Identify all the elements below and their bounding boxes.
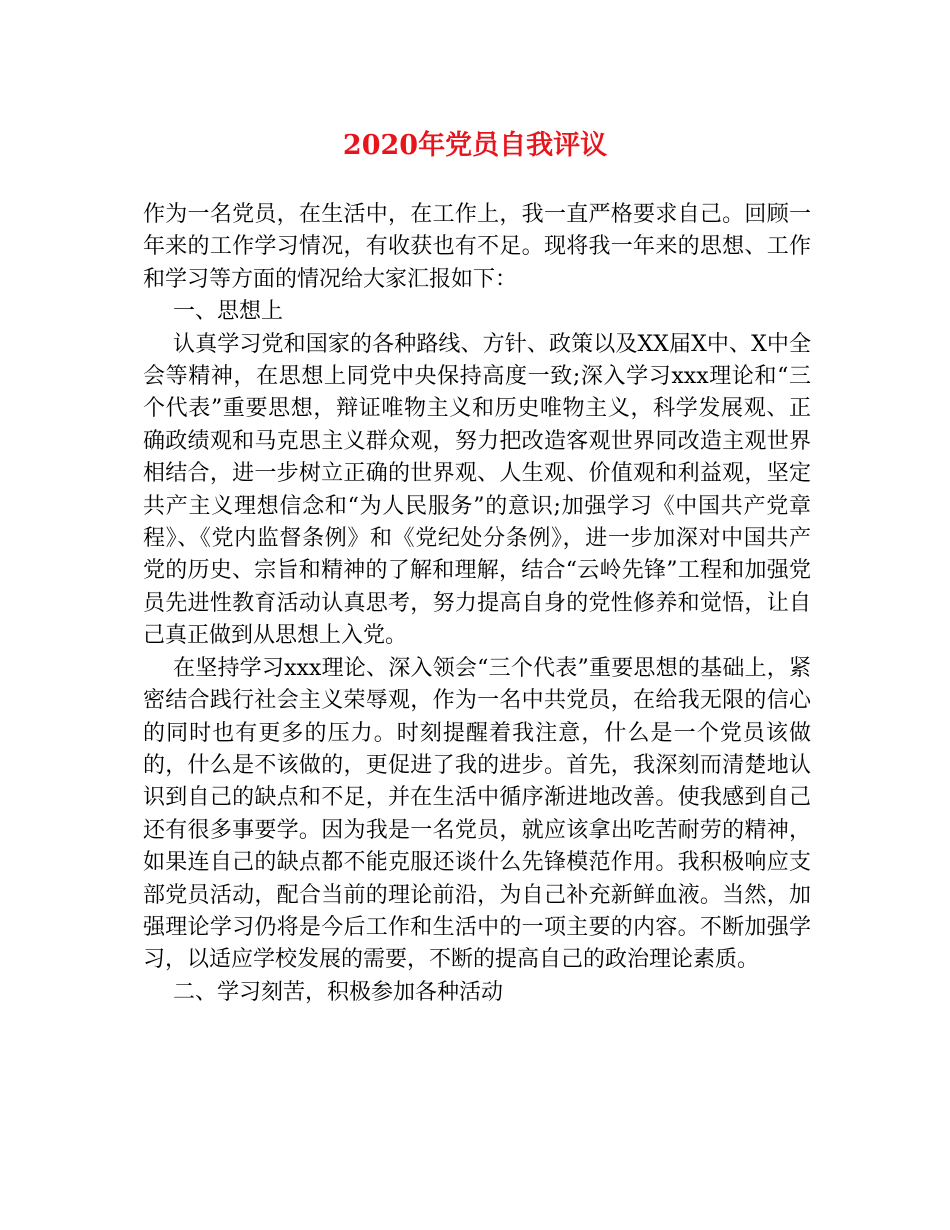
- section-heading-study: 二、学习刻苦，积极参加各种活动: [173, 979, 504, 1005]
- thought-paragraph: 认真学习党和国家的各种路线、方针、政策以及XX届X中、X中全会等精神，在思想上同党中央保持高度一致;深入学习xxx理论和“三个代表”重要思想，辩证唯物主义和历史唯物主义，科学发展观、正确政绩观和马克思主义群众观，努力把改造客观世界同改造主观世界相结合，进一步树立正确的世界观、人生观、价值观和利益观，坚定共产主义理想信念和“为人民服务”的意识;加强学习《中国共产党章程》、《党内监督条例》和《党纪处分条例》，进一步加深对中国共产党的历史、宗旨和精神的了解和理解，结合“云岭先锋”工程和加强党员先进性教育活动认真思考，努力提高自身的党性修养和觉悟，让自己真正做到从思想上入党。: [143, 331, 811, 649]
- study-paragraph: 在坚持学习xxx理论、深入领会“三个代表”重要思想的基础上，紧密结合践行社会主义荣辱观，作为一名中共党员，在给我无限的信心的同时也有更多的压力。时刻提醒着我注意，什么是一个党员该做的，什么是不该做的，更促进了我的进步。首先，我深刻而清楚地认识到自己的缺点和不足，并在生活中循序渐进地改善。使我感到自己还有很多事要学。因为我是一名党员，就应该拿出吃苦耐劳的精神，如果连自己的缺点都不能克服还谈什么先锋模范作用。我积极响应支部党员活动，配合当前的理论前沿，为自己补充新鲜血液。当然，加强理论学习仍将是今后工作和生活中的一项主要的内容。不断加强学习，以适应学校发展的需要，不断的提高自己的政治理论素质。: [143, 655, 811, 973]
- intro-paragraph: 作为一名党员，在生活中，在工作上，我一直严格要求自己。回顾一年来的工作学习情况，有收获也有不足。现将我一年来的思想、工作和学习等方面的情况给大家汇报如下：: [143, 202, 811, 292]
- document-body: [143, 199, 811, 1009]
- section-heading-thought: 一、思想上: [173, 299, 284, 325]
- document-title: 2020年党员自我评议: [342, 130, 608, 161]
